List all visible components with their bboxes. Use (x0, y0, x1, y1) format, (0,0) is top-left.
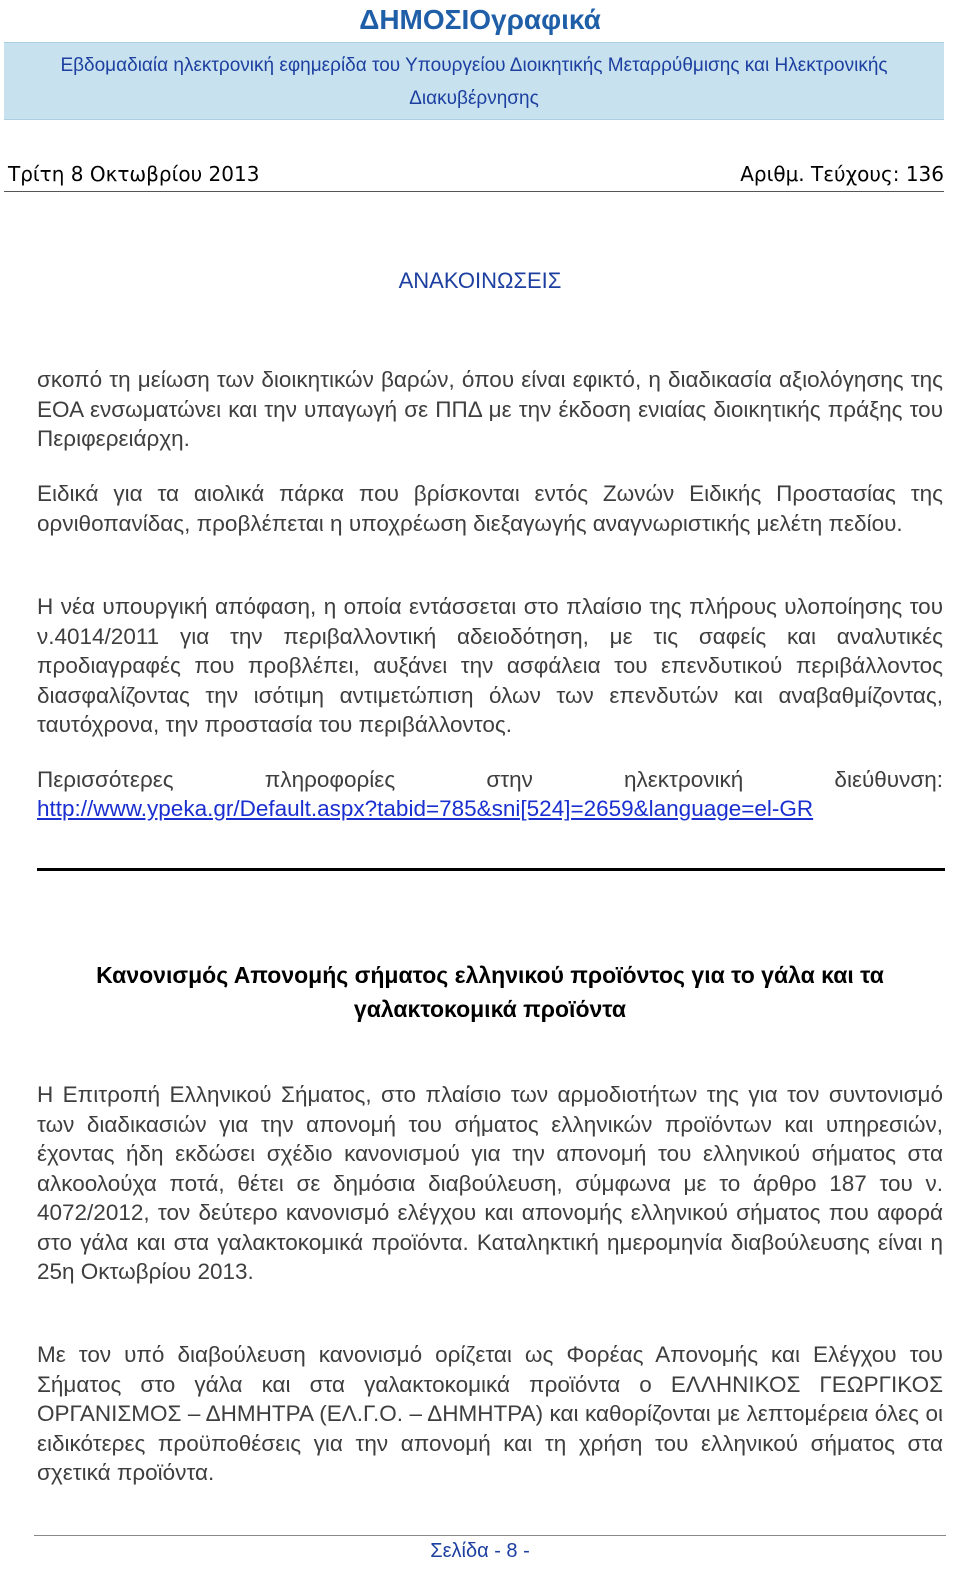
subtitle-banner (4, 42, 944, 120)
article-title: Κανονισμός Απονομής σήματος ελληνικού προϊόντος για το γάλα και τα γαλακτοκομικά προϊόντα (96, 962, 884, 1022)
ypeka-link[interactable]: http://www.ypeka.gr/Default.aspx?tabid=785&sni[524]=2659&language=el-GR (37, 796, 814, 821)
issue-info-bar (4, 158, 944, 192)
newspaper-subtitle: Εβδομαδιαία ηλεκτρονική εφημερίδα του Υπουργείου Διοικητικής Μεταρρύθμισης και Ηλεκτρονικής Διακυβέρνησης (60, 55, 888, 109)
issue-number: Αριθμ. Τεύχους: 136 (740, 162, 944, 186)
issue-date: Τρίτη 8 Οκτωβρίου 2013 (8, 162, 260, 186)
article2-paragraph-2: Με τον υπό διαβούλευση κανονισμό ορίζεται ως Φορέας Απονομής και Ελέγχου του Σήματος στο γάλα και στα γαλακτοκομικά προϊόντα ο ΕΛΛΗΝΙΚΟΣ ΓΕΩΡΓΙΚΟΣ ΟΡΓΑΝΙΣΜΟΣ – ΔΗΜΗΤΡΑ (ΕΛ.Γ.Ο. – ΔΗΜΗΤΡΑ) και καθορίζονται με λεπτομέρεια όλες οι ειδικότερες προϋποθέσεις για την απονομή και τη χρήση του ελληνικού σήματος στα σχετικά προϊόντα. (37, 1342, 943, 1485)
article2-paragraph-1: Η Επιτροπή Ελληνικού Σήματος, στο πλαίσιο των αρμοδιοτήτων της για τον συντονισμό των διαδικασιών για την απονομή του σήματος ελληνικών προϊόντων και υπηρεσιών, έχοντας ήδη εκδώσει σχέδιο κανονισμού για την απονομή του ελληνικού σήματος στα αλκοολούχα ποτά, θέτει σε δημόσια διαβούλευση, σύμφωνα με το άρθρο 187 του ν. 4072/2012, τον δεύτερο κανονισμό ελέγχου και απονομής ελληνικού σήματος που αφορά στο γάλα και στα γαλακτοκομικά προϊόντα. Καταληκτική ημερομηνία διαβούλευσης είναι η 25η Οκτωβρίου 2013. (37, 1082, 943, 1284)
more-info-label: Περισσότερες πληροφορίες στην ηλεκτρονική διεύθυνση: (37, 767, 943, 792)
more-info-link-line (37, 794, 943, 824)
newspaper-title: ΔΗΜΟΣΙΟγραφικά (359, 4, 601, 35)
article1-paragraph-2: Ειδικά για τα αιολικά πάρκα που βρίσκονται εντός Ζωνών Ειδικής Προστασίας της ορνιθοπανίδας, προβλέπεται η υποχρέωση διεξαγωγής αναγνωριστικής μελέτη πεδίου. (37, 481, 943, 536)
footer-divider (34, 1535, 946, 1536)
page-number: Σελίδα - 8 - (430, 1540, 530, 1562)
article1-paragraph-3: Η νέα υπουργική απόφαση, η οποία εντάσσεται στο πλαίσιο της πλήρους υλοποίησης του ν.4014/2011 για την περιβαλλοντική αδειοδότηση, με τις σαφείς και αναλυτικές προδιαγραφές που προβλέπει, αυξάνει την ασφάλεια του επενδυτικού περιβάλλοντος διασφαλίζοντας την ισότιμη αντιμετώπιση όλων των επενδυτών και αναβαθμίζοντας, ταυτόχρονα, την προστασία του περιβάλλοντος. (37, 594, 943, 737)
article1-paragraph-1: σκοπό τη μείωση των διοικητικών βαρών, όπου είναι εφικτό, η διαδικασία αξιολόγησης της ΕΟΑ ενσωματώνει και την υπαγωγή σε ΠΠΔ με την έκδοση ενιαίας διοικητικής πράξης του Περιφερειάρχη. (37, 367, 943, 451)
section-heading: ΑΝΑΚΟΙΝΩΣΕΙΣ (398, 268, 562, 293)
article-divider (37, 868, 945, 871)
